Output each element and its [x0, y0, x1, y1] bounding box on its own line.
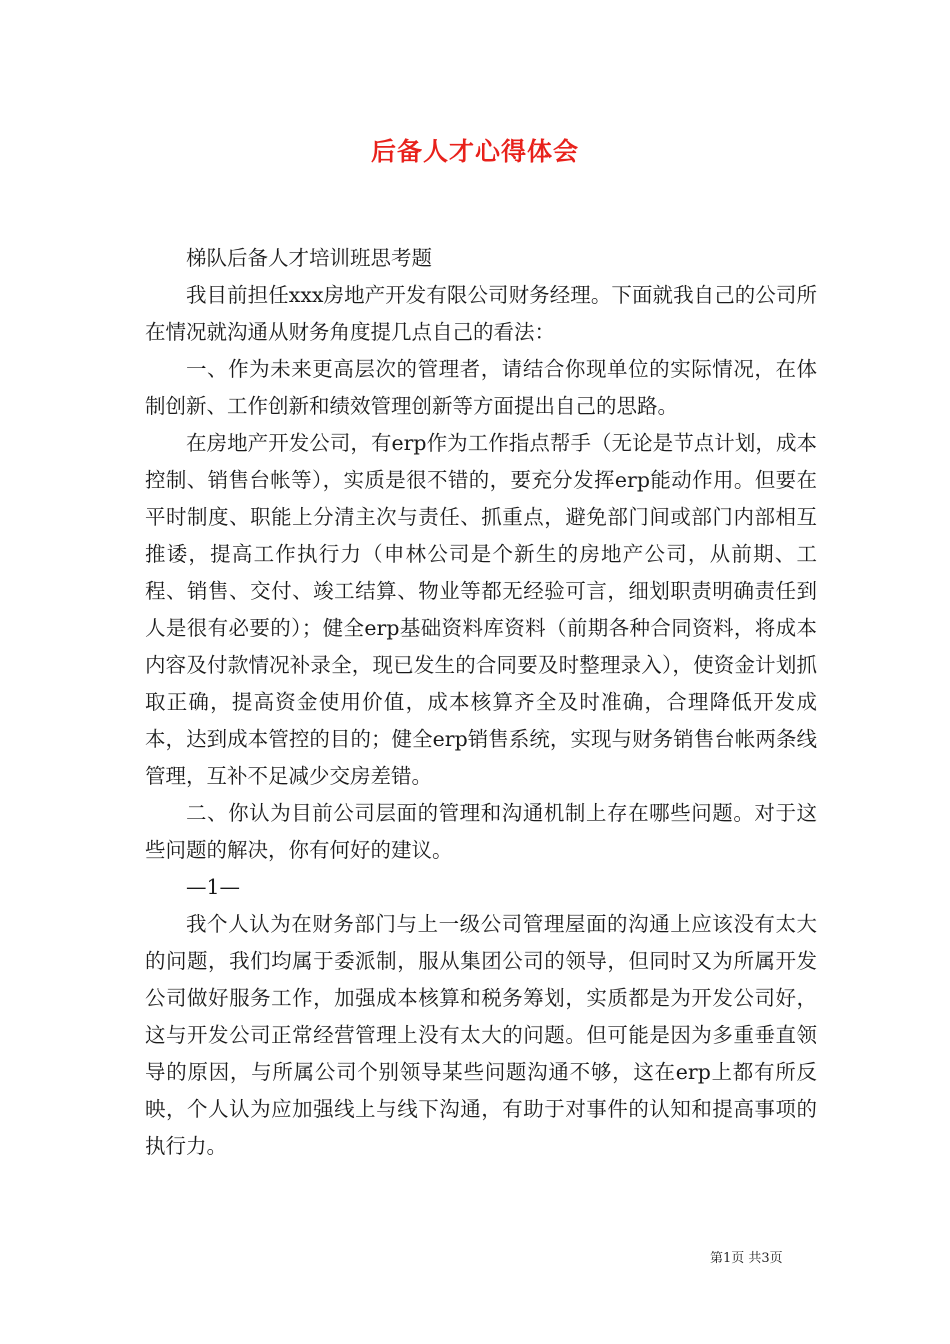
- document-title: 后备人才心得体会: [370, 137, 579, 166]
- page-number-footer: 第1页 共3页: [710, 1251, 783, 1266]
- paragraph-question-2: 二、你认为目前公司层面的管理和沟通机制上存在哪些问题。对于这些问题的解决，你有何好的建议。: [145, 801, 817, 862]
- inline-page-marker: —1—: [186, 875, 241, 899]
- paragraph-answer-1: 在房地产开发公司，有erp作为工作指点帮手（无论是节点计划，成本控制、销售台帐等），实质是很不错的，要充分发挥erp能动作用。但要在平时制度、职能上分清主次与责任、抓重点，避免部门间或部门内部相互推诿，提高工作执行力（申林公司是个新生的房地产公司，从前期、工程、销售、交付、竣工结算、物业等都无经验可言，细划职责明确责任到人是很有必要的）；健全erp基础资料库资料（前期各种合同资料，将成本内容及付款情况补录全，现已发生的合同要及时整理录入），使资金计划抓取正确，提高资金使用价值，成本核算齐全及时准确，合理降低开发成本，达到成本管控的目的；健全erp销售系统，实现与财务销售台帐两条线管理，互补不足减少交房差错。: [145, 431, 817, 788]
- paragraph-intro: 我目前担任xxx房地产开发有限公司财务经理。下面就我自己的公司所在情况就沟通从财务角度提几点自己的看法：: [145, 283, 817, 344]
- paragraph-question-1: 一、作为未来更高层次的管理者，请结合你现单位的实际情况，在体制创新、工作创新和绩效管理创新等方面提出自己的思路。: [145, 357, 817, 418]
- paragraph-answer-2: 我个人认为在财务部门与上一级公司管理屋面的沟通上应该没有太大的问题，我们均属于委派制，服从集团公司的领导，但同时又为所属开发公司做好服务工作，加强成本核算和税务筹划，实质都是为开发公司好，这与开发公司正常经营管理上没有太大的问题。但可能是因为多重垂直领导的原因，与所属公司个别领导某些问题沟通不够，这在erp上都有所反映，个人认为应加强线上与线下沟通，有助于对事件的认知和提高事项的执行力。: [145, 912, 817, 1158]
- paragraph-heading: 梯队后备人才培训班思考题: [186, 246, 432, 270]
- document-body: [145, 240, 817, 1165]
